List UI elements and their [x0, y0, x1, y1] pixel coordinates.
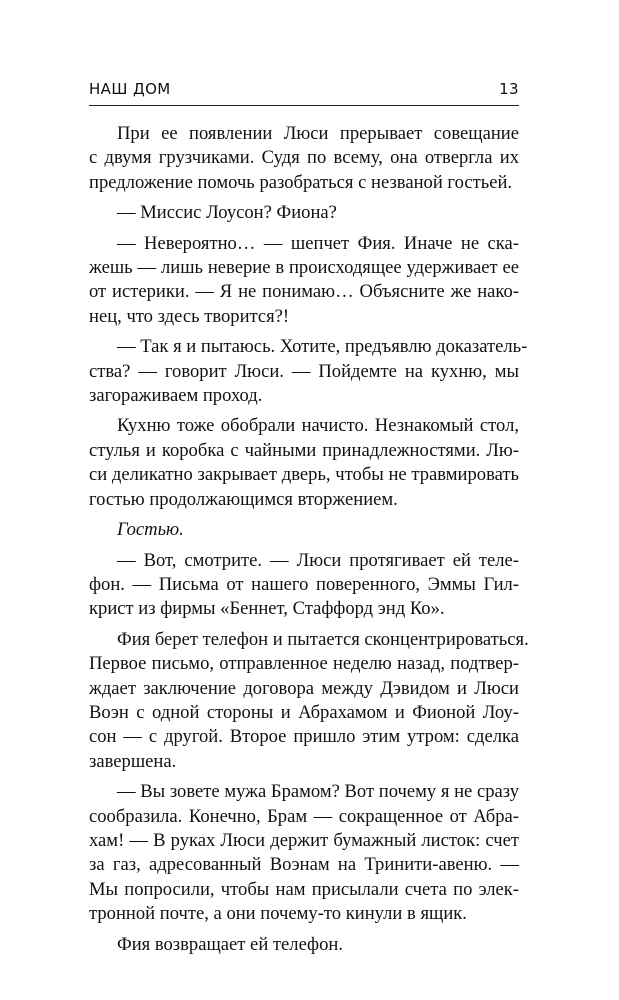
text-line: — Вот, смотрите. — Люси протягивает ей теле-	[117, 549, 519, 571]
text-line: от истерики. — Я не понимаю… Объясните же нако-	[89, 281, 519, 303]
text-line: тронной почте, а они почему-то кинули в ящик.	[89, 903, 467, 925]
text-line: Фия возвращает ей телефон.	[117, 933, 343, 955]
text-line: гостью продолжающимся вторжением.	[89, 488, 398, 510]
text-line: сообразила. Конечно, Брам — сокращенное от Абра-	[89, 805, 519, 827]
text-line: завершена.	[89, 750, 177, 772]
paragraph	[89, 122, 519, 195]
chapter-title: НАШ ДОМ	[89, 80, 171, 98]
text-line: — Миссис Лоусон? Фиона?	[117, 202, 337, 224]
text-line: ства? — говорит Люси. — Пойдемте на кухню, мы	[89, 360, 519, 382]
text-line: При ее появлении Люси прерывает совещание	[117, 123, 519, 144]
text-line: загораживаем проход.	[89, 385, 263, 407]
text-line: сон — с другой. Второе пришло этим утром: сделка	[89, 726, 519, 748]
paragraph	[89, 933, 519, 957]
body-text	[89, 122, 529, 963]
paragraph	[89, 549, 519, 622]
paragraph	[89, 518, 519, 542]
paragraph	[89, 335, 528, 408]
running-head	[89, 78, 519, 102]
paragraph	[89, 628, 529, 774]
paragraph	[89, 232, 519, 330]
text-line: за газ, адресованный Воэнам на Тринити-авеню. —	[89, 854, 519, 876]
header-rule	[89, 105, 519, 106]
text-line: с двумя грузчиками. Судя по всему, она отвергла их	[89, 147, 519, 169]
text-line: жешь — лишь неверие в происходящее удерживает ее	[89, 257, 519, 279]
text-line: — Невероятно… — шепчет Фия. Иначе не ска-	[117, 232, 519, 254]
text-line: хам! — В руках Люси держит бумажный листок: счет	[89, 829, 519, 851]
text-line: си деликатно закрывает дверь, чтобы не травмировать	[89, 464, 519, 486]
text-line: нец, что здесь творится?!	[89, 305, 290, 327]
text-line: крист из фирмы «Беннет, Стаффорд энд Ко».	[89, 598, 445, 620]
text-line: Воэн с одной стороны и Абрахамом и Фионой Лоу-	[89, 701, 519, 723]
text-line: Гостью.	[117, 519, 184, 541]
text-line: Кухню тоже обобрали начисто. Незнакомый стол,	[117, 415, 519, 437]
paragraph	[89, 780, 519, 926]
text-line: предложение помочь разобраться с незваной гостьей.	[89, 171, 513, 193]
text-line: стулья и коробка с чайными принадлежностями. Лю-	[89, 439, 519, 461]
text-line: ждает заключение договора между Дэвидом и Люси	[89, 677, 519, 699]
text-line: фон. — Письма от нашего поверенного, Эммы Гил-	[89, 573, 519, 595]
text-line: Фия берет телефон и пытается сконцентрироваться.	[117, 628, 529, 650]
text-line: Мы попросили, чтобы нам присылали счета по элек-	[89, 878, 519, 900]
paragraph	[89, 414, 519, 512]
text-line: — Так я и пытаюсь. Хотите, предъявлю доказатель-	[117, 336, 528, 358]
paragraph	[89, 201, 519, 225]
text-line: Первое письмо, отправленное неделю назад, подтвер-	[89, 653, 519, 675]
page-number: 13	[499, 80, 519, 98]
text-line: — Вы зовете мужа Брамом? Вот почему я не сразу	[117, 781, 519, 803]
